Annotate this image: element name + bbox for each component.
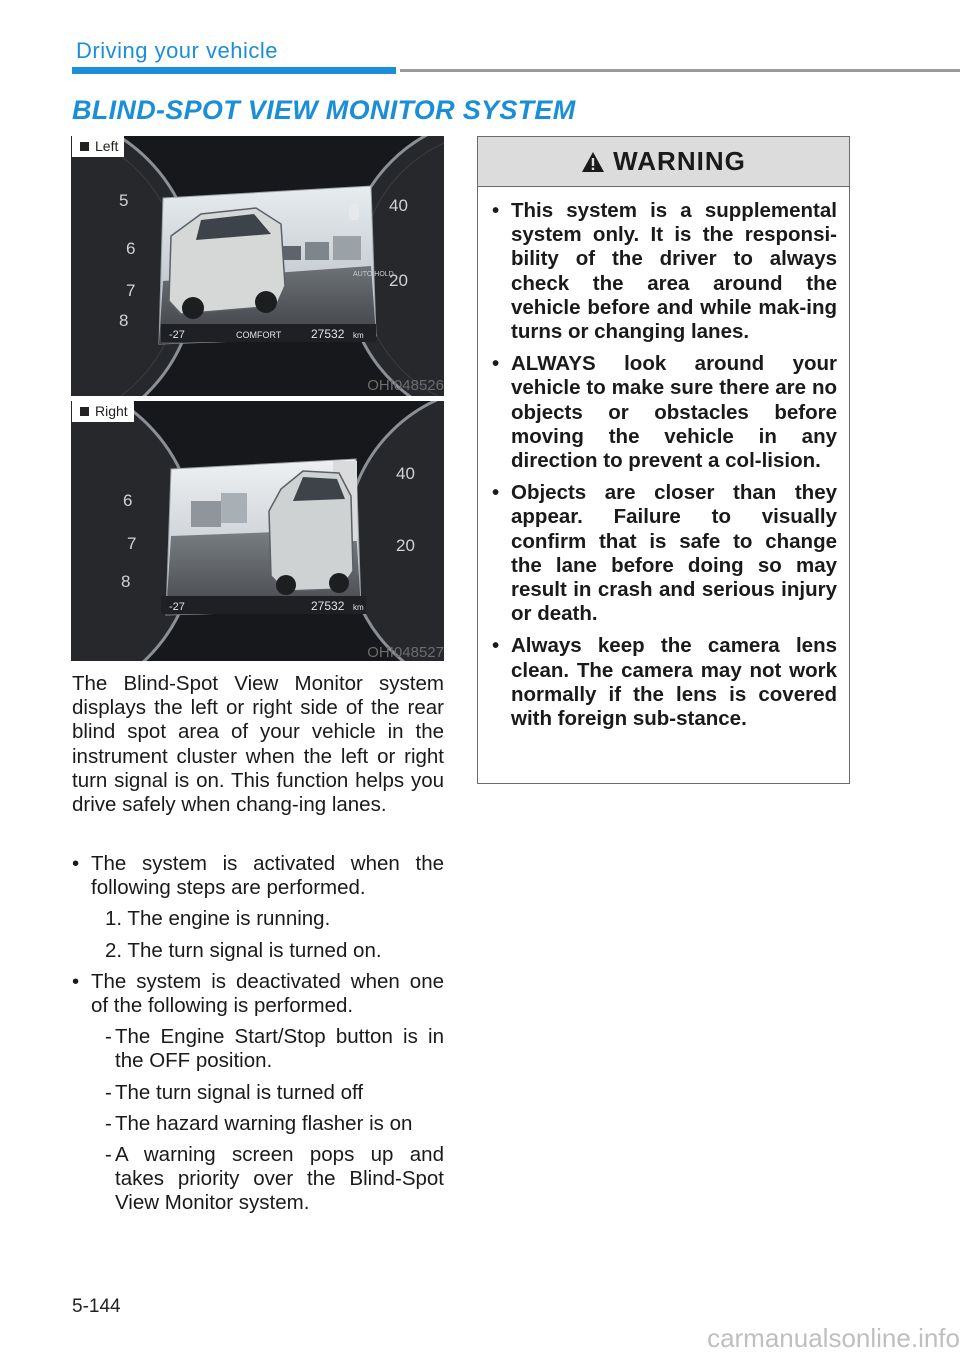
page-number: 5-144: [72, 1296, 121, 1317]
warning-item: • This system is a supplemental system only. It is the responsi-bility of the driver to always check the area around the vehicle before and while mak-ing turns or changing lanes.: [492, 199, 837, 344]
condition-item: - The turn signal is turned off: [105, 1080, 364, 1104]
square-bullet-icon: [80, 407, 89, 416]
odometer: 27532: [311, 599, 345, 613]
figure-tag-left: Left: [72, 135, 124, 157]
odometer: 27532: [311, 327, 345, 341]
dial-number: 8: [121, 572, 131, 591]
odometer-unit: km: [353, 603, 364, 612]
figure-tag-right: Right: [72, 400, 134, 422]
activation-list: [72, 852, 444, 1223]
warning-item: • ALWAYS look around your vehicle to make sure there are no objects or obstacles before moving the vehicle in any direction to prevent a col-lision.: [492, 352, 837, 473]
list-item: • The system is deactivated when one of the following is performed.: [72, 969, 444, 1018]
warning-item: • Always keep the camera lens clean. The camera may not work normally if the lens is covered with foreign sub-stance.: [492, 634, 837, 731]
square-bullet-icon: [80, 142, 89, 151]
figure-left-view: [71, 136, 444, 396]
list-item: • The system is activated when the following steps are performed.: [72, 852, 444, 900]
dial-number: 6: [123, 491, 133, 510]
temp-readout: -27: [169, 601, 185, 613]
auto-hold-label: AUTO HOLD: [353, 271, 394, 278]
warning-item: • Objects are closer than they appear. Failure to visually confirm that is safe to change the lane before doing so may result in crash and serious injury or death.: [492, 481, 837, 626]
dial-number: 20: [396, 536, 415, 555]
figure-code: OHI048526: [367, 377, 444, 394]
header-bar: [72, 67, 396, 74]
step-item: 2. The turn signal is turned on.: [105, 938, 382, 962]
step-item: 1. The engine is running.: [105, 907, 331, 931]
drive-mode: COMFORT: [236, 330, 282, 340]
dial-number: 20: [389, 271, 408, 290]
condition-item: - The Engine Start/Stop button is in the OFF position.: [105, 1025, 444, 1073]
figure-code: OHI048527: [367, 644, 444, 661]
page-title: BLIND-SPOT VIEW MONITOR SYSTEM: [72, 95, 576, 125]
dial-number: 40: [389, 196, 408, 215]
intro-paragraph: The Blind-Spot View Monitor system displays the left or right side of the rear blind spot area of your vehicle in the instrument cluster when the left or right turn signal is on. This function helps you drive safely when chang-ing lanes.: [72, 672, 444, 817]
section-title: Driving your vehicle: [76, 38, 278, 63]
dial-number: 7: [127, 534, 137, 553]
warning-triangle-icon: [581, 151, 605, 173]
header-rule: [400, 69, 960, 72]
dial-number: 6: [126, 239, 136, 258]
figure-right-view: [71, 401, 444, 661]
condition-item: - A warning screen pops up and takes priority over the Blind-Spot View Monitor system.: [105, 1143, 444, 1215]
temp-readout: -27: [169, 329, 185, 341]
odometer-unit: km: [353, 331, 364, 340]
condition-item: - The hazard warning flasher is on: [105, 1111, 413, 1135]
cluster-left-image: [71, 136, 444, 396]
warning-box: [477, 136, 850, 784]
watermark: carmanualsonline.info: [707, 1323, 960, 1353]
dial-number: 8: [119, 311, 129, 330]
dial-number: 40: [396, 464, 415, 483]
warning-label: WARNING: [613, 146, 746, 176]
warning-body: [478, 187, 849, 731]
cluster-right-image: [71, 401, 444, 661]
dial-number: 5: [119, 191, 129, 210]
warning-header: [478, 137, 849, 187]
dial-number: 7: [126, 281, 136, 300]
